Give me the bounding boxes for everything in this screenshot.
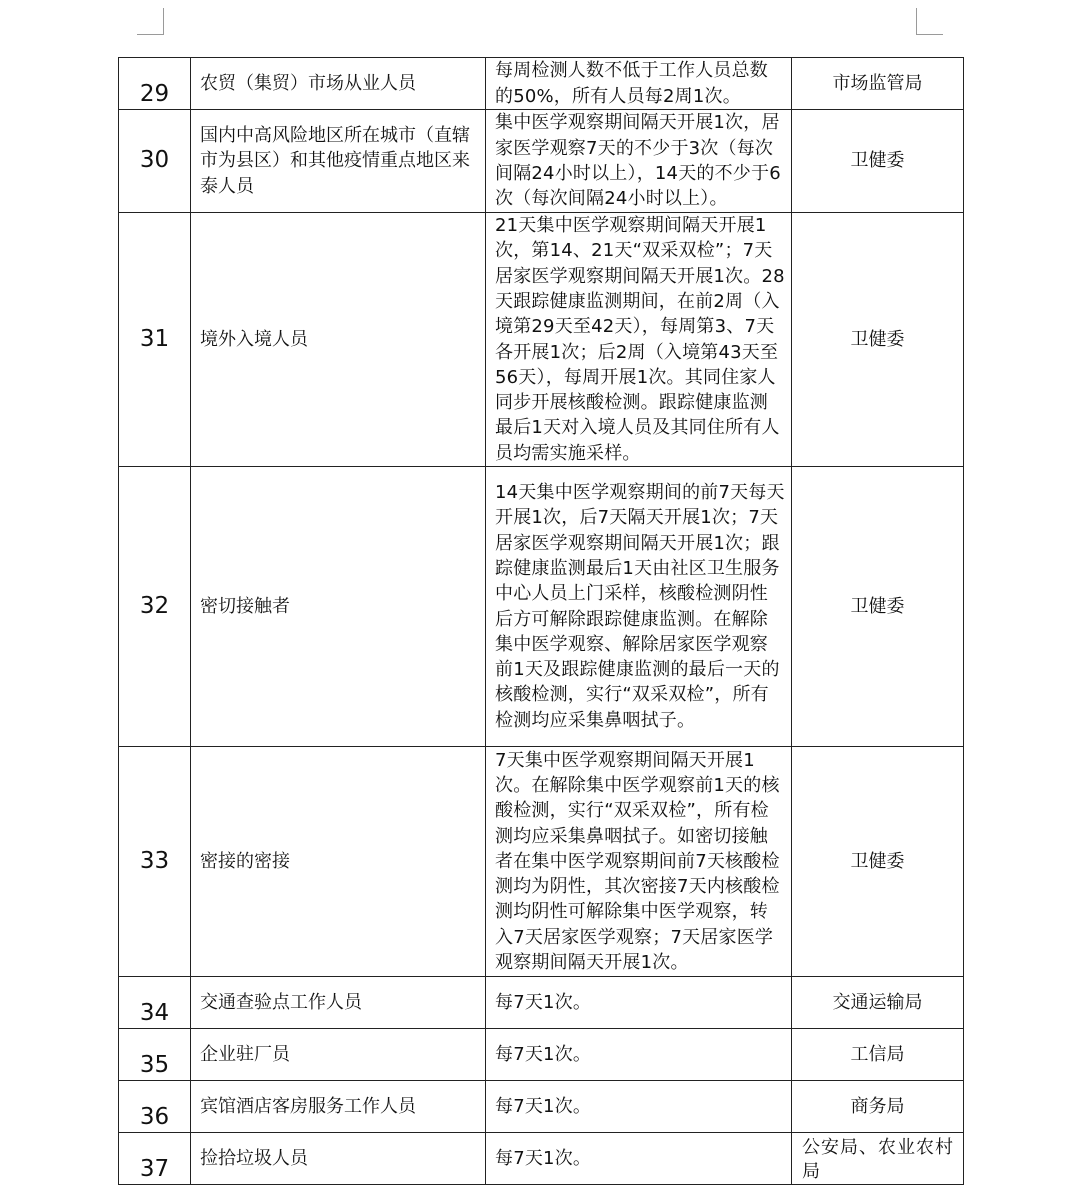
table-row [119,58,964,110]
table-row [119,1133,964,1185]
row-number: 32 [119,467,191,747]
row-number: 30 [119,110,191,213]
row-number: 36 [119,1081,191,1133]
table-row [119,1081,964,1133]
testing-frequency: 14天集中医学观察期间的前7天每天开展1次，后7天隔天开展1次；7天居家医学观察期间隔天开展1次；跟踪健康监测最后1天由社区卫生服务中心人员上门采样，核酸检测阴性后方可解除跟踪健康监测。在解除集中医学观察、解除居家医学观察前1天及跟踪健康监测的最后一天的核酸检测，实行“双采双检”，所有检测均应采集鼻咽拭子。 [486,467,792,747]
table-row [119,110,964,213]
responsible-department: 卫健委 [792,213,964,467]
personnel-group: 密接的密接 [191,747,486,977]
row-number: 33 [119,747,191,977]
personnel-group: 企业驻厂员 [191,1029,486,1081]
table-row [119,1029,964,1081]
responsible-department: 卫健委 [792,747,964,977]
responsible-department: 市场监管局 [792,58,964,110]
personnel-group: 宾馆酒店客房服务工作人员 [191,1081,486,1133]
testing-frequency: 集中医学观察期间隔天开展1次，居家医学观察7天的不少于3次（每次间隔24小时以上），14天的不少于6次（每次间隔24小时以上）。 [486,110,792,213]
row-number: 29 [119,58,191,110]
testing-schedule-table [118,57,964,1185]
testing-frequency: 每周检测人数不低于工作人员总数的50%，所有人员每2周1次。 [486,58,792,110]
row-number: 34 [119,977,191,1029]
responsible-department: 交通运输局 [792,977,964,1029]
personnel-group: 境外入境人员 [191,213,486,467]
table-row [119,747,964,977]
table-row [119,213,964,467]
testing-frequency: 7天集中医学观察期间隔天开展1次。在解除集中医学观察前1天的核酸检测，实行“双采双检”，所有检测均应采集鼻咽拭子。如密切接触者在集中医学观察期间前7天核酸检测均为阴性，其次密接7天内核酸检测均阴性可解除集中医学观察，转入7天居家医学观察；7天居家医学观察期间隔天开展1次。 [486,747,792,977]
testing-frequency: 21天集中医学观察期间隔天开展1次，第14、21天“双采双检”；7天居家医学观察期间隔天开展1次。28天跟踪健康监测期间，在前2周（入境第29天至42天），每周第3、7天各开展1次；后2周（入境第43天至56天），每周开展1次。其同住家人同步开展核酸检测。跟踪健康监测最后1天对入境人员及其同住所有人员均需实施采样。 [486,213,792,467]
responsible-department: 卫健委 [792,110,964,213]
responsible-department: 卫健委 [792,467,964,747]
personnel-group: 农贸（集贸）市场从业人员 [191,58,486,110]
row-number: 37 [119,1133,191,1185]
table-row [119,977,964,1029]
page-corner-mark-right [916,8,943,35]
testing-frequency: 每7天1次。 [486,1133,792,1185]
row-number: 35 [119,1029,191,1081]
personnel-group: 密切接触者 [191,467,486,747]
table-row [119,467,964,747]
responsible-department: 工信局 [792,1029,964,1081]
page-corner-mark-left [137,8,164,35]
testing-frequency: 每7天1次。 [486,1029,792,1081]
responsible-department: 商务局 [792,1081,964,1133]
testing-frequency: 每7天1次。 [486,1081,792,1133]
testing-frequency: 每7天1次。 [486,977,792,1029]
row-number: 31 [119,213,191,467]
personnel-group: 捡拾垃圾人员 [191,1133,486,1185]
responsible-department: 公安局、农业农村局 [792,1133,964,1185]
personnel-group: 国内中高风险地区所在城市（直辖市为县区）和其他疫情重点地区来泰人员 [191,110,486,213]
personnel-group: 交通查验点工作人员 [191,977,486,1029]
